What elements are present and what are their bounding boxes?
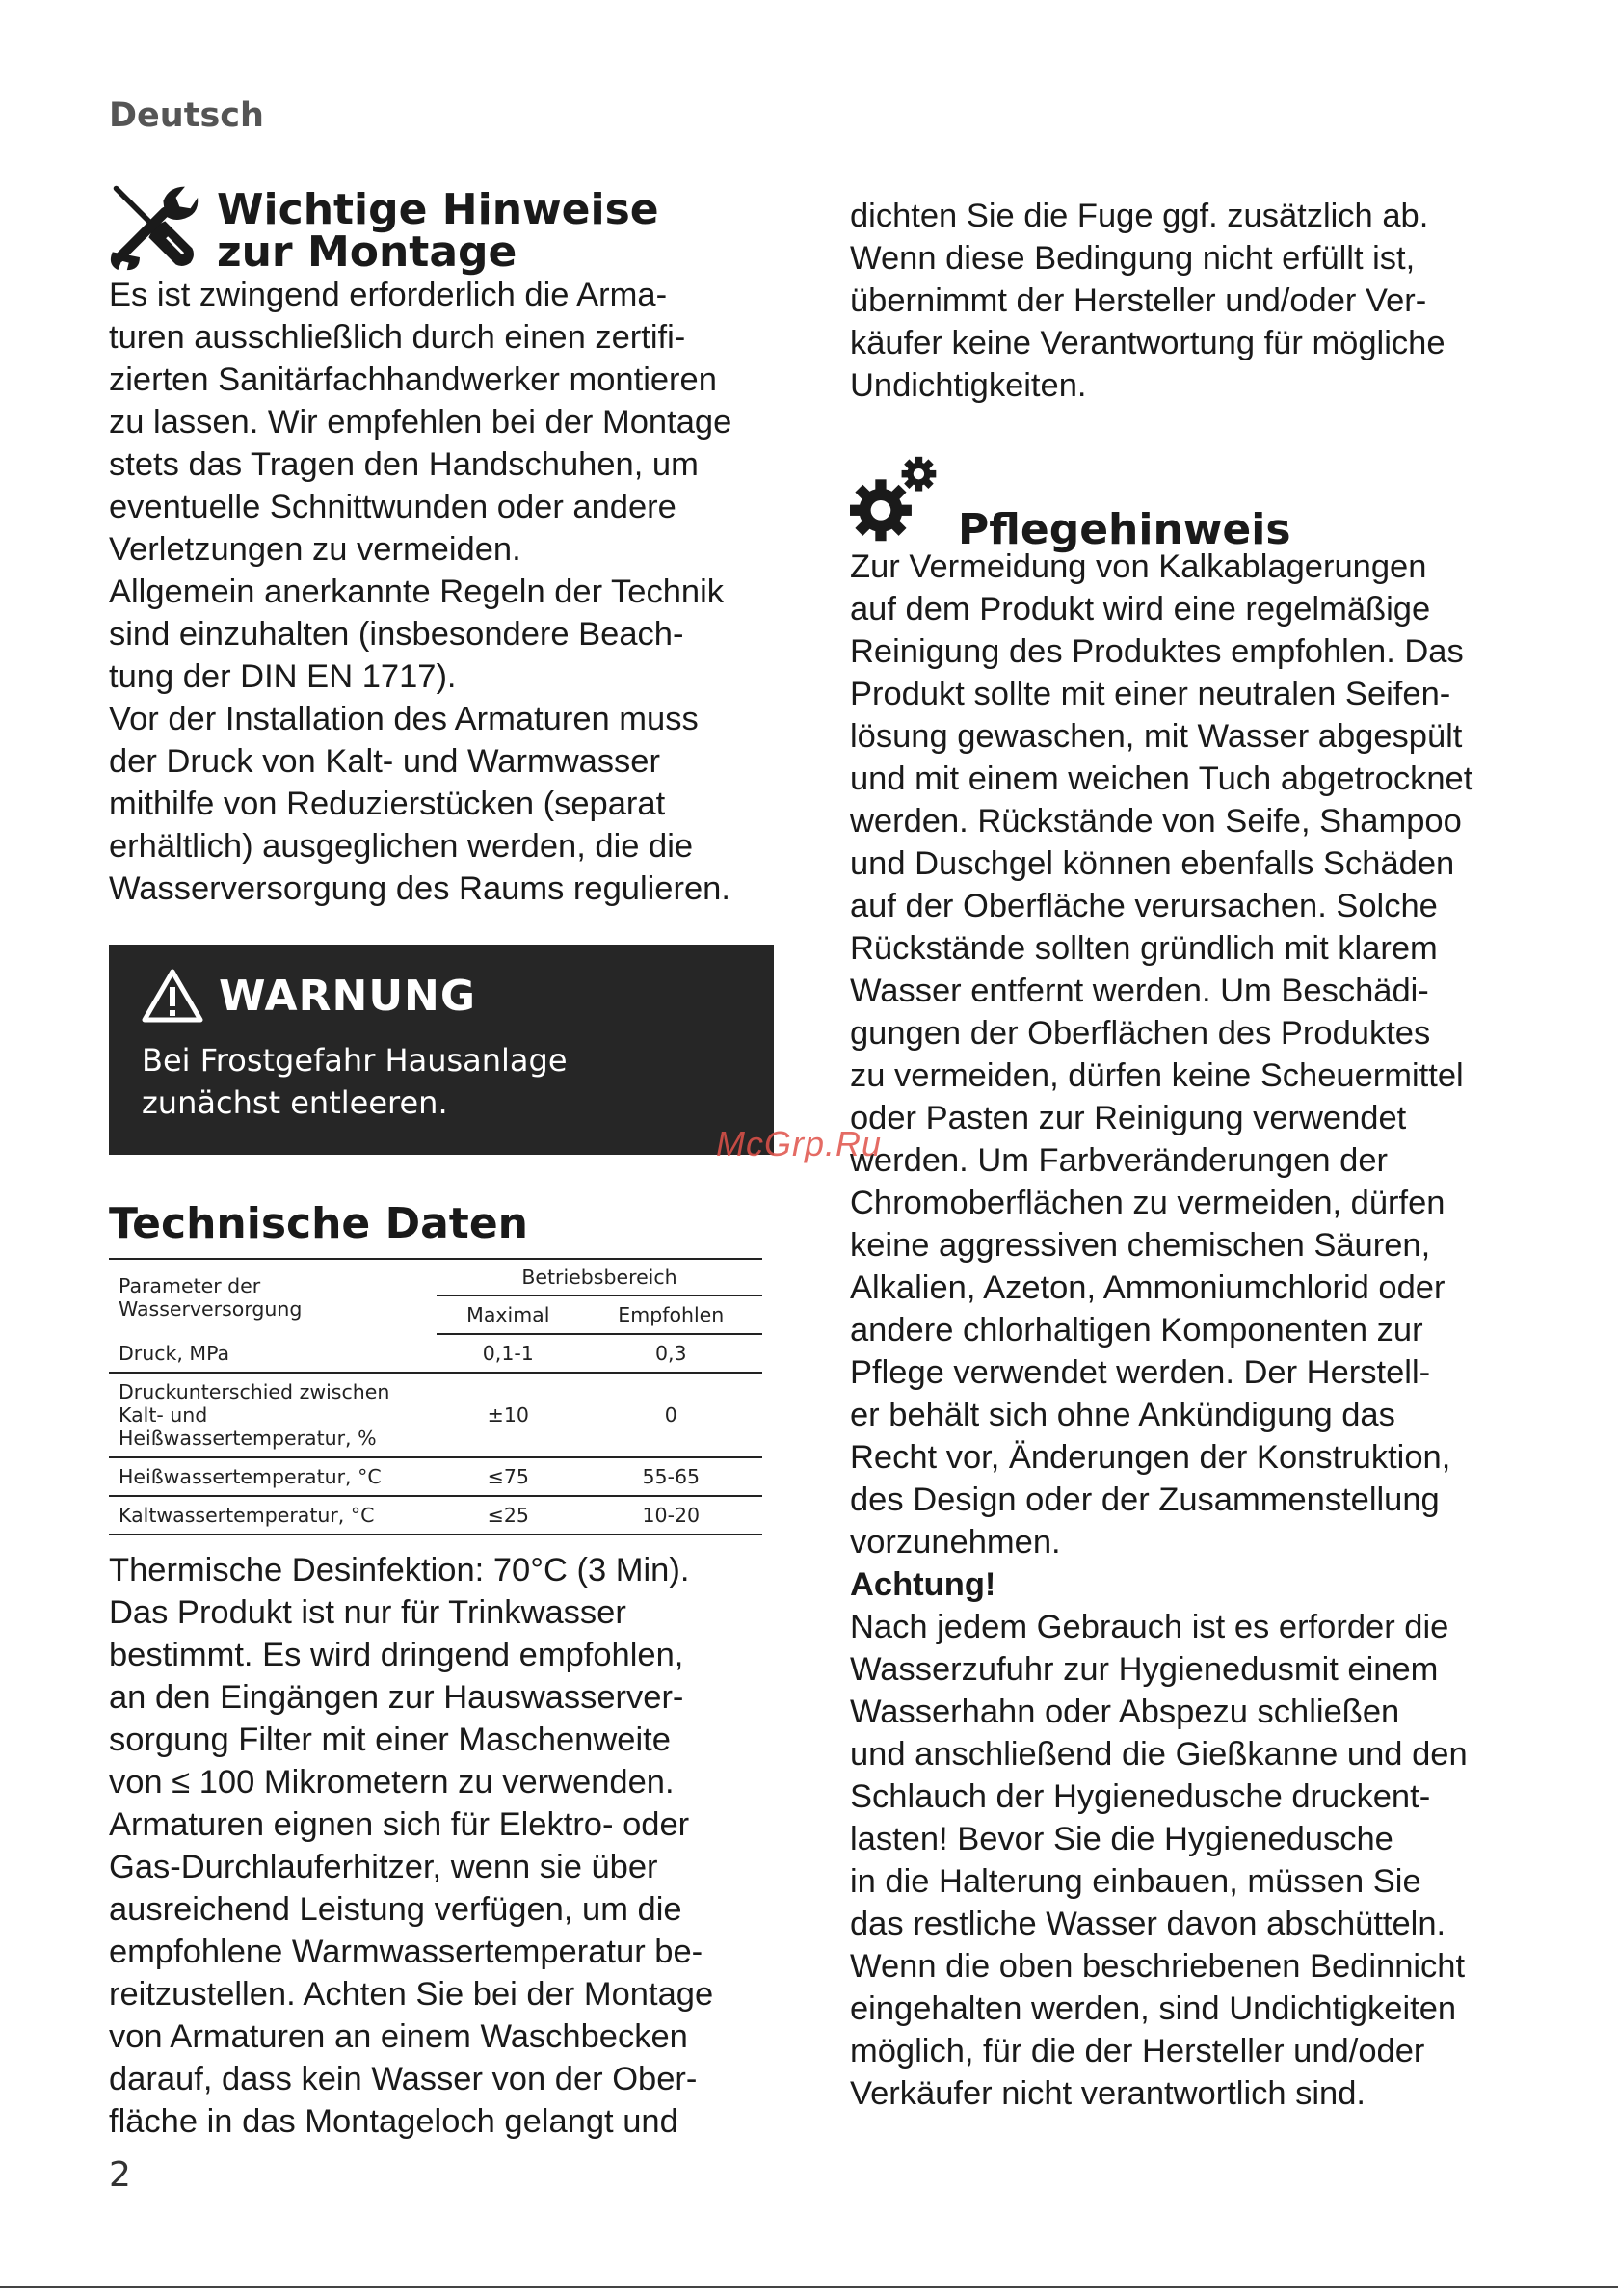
row-param: Druckunterschied zwischen Kalt- und Heißwassertemperatur, % bbox=[109, 1373, 437, 1457]
table-row bbox=[109, 1457, 762, 1496]
warning-title: WARNUNG bbox=[219, 971, 476, 1021]
montage-body: Es ist zwingend erforderlich die Arma- turen ausschließlich durch einen zertifi- zierten Sanitärfachhandwerker montieren zu lassen. Wir empfehlen bei der Montage stets das Tragen den Handschuhen, um eventuelle Schnittwunden oder andere Verletzungen zu vermeiden. Allgemein anerkannte Regeln der Technik sind einzuhalten (insbesondere Beach- tung der DIN EN 1717). Vor der Installation des Armaturen muss der Druck von Kalt- und Warmwasser mithilfe von Reduzierstücken (separat erhältlich) ausgeglichen werden, die die Wasserversorgung des Raums regulieren. bbox=[109, 277, 732, 907]
header-max: Maximal bbox=[437, 1295, 580, 1334]
montage-heading bbox=[109, 181, 774, 277]
row-param: Druck, MPa bbox=[109, 1334, 437, 1373]
pflege-title: Pflegehinweis bbox=[958, 505, 1291, 554]
achtung-body: Nach jedem Gebrauch ist es erforder die Wasserzufuhr zur Hygienedusmit einem Wasserhahn oder Abspezu schließen und anschließend die Gießkanne und den Schlauch der Hygienedusche druckent- lasten! Bevor Sie die Hygienedusche in die Halterung einbauen, müssen Sie das restliche Wasser davon abschütteln. Wenn die oben beschriebenen Bedinnicht eingehalten werden, sind Undichtigkeiten möglich, für die der Hersteller und/oder Verkäufer nicht verantwortlich sind. bbox=[850, 1609, 1468, 2112]
table-row bbox=[109, 1496, 762, 1535]
row-rec: 0 bbox=[580, 1373, 762, 1457]
header-param: Parameter der Wasserversorgung bbox=[109, 1259, 437, 1334]
row-rec: 55-65 bbox=[580, 1457, 762, 1496]
pflege-heading bbox=[850, 453, 1525, 554]
continuation-text: dichten Sie die Fuge ggf. zusätzlich ab. Wenn diese Bedingung nicht erfüllt ist, übernimmt der Hersteller und/oder Ver- käufer keine Verantwortung für mögliche Undichtigkeiten. bbox=[850, 198, 1446, 404]
row-param: Kaltwassertemperatur, °C bbox=[109, 1496, 437, 1535]
tech-notes: Thermische Desinfektion: 70°C (3 Min). Das Produkt ist nur für Trinkwasser bestimmt. Es wird dringend empfohlen, an den Eingängen zur Hauswasserver- sorgung Filter mit einer Maschenweite von ≤ 100 Mikrometern zu verwenden. Armaturen eignen sich für Elektro- oder Gas-Durchlauferhitzer, wenn sie über ausreichend Leistung verfügen, um die empfohlene Warmwassertemperatur be- reitzustellen. Achten Sie bei der Montage von Armaturen an einem Waschbecken darauf, dass kein Wasser von der Ober- fläche in das Montageloch gelangt und bbox=[109, 1552, 714, 2140]
wrench-screwdriver-icon bbox=[109, 181, 199, 272]
left-column bbox=[109, 181, 774, 2143]
warning-triangle-icon bbox=[142, 968, 203, 1024]
page-number: 2 bbox=[109, 2155, 131, 2195]
montage-title: Wichtige Hinweise zur Montage bbox=[217, 185, 659, 277]
row-param: Heißwassertemperatur, °C bbox=[109, 1457, 437, 1496]
pflege-body: Zur Vermeidung von Kalkablagerungen auf dem Produkt wird eine regelmäßige Reinigung des Produktes empfohlen. Das Produkt sollte mit einer neutralen Seifen- lösung gewaschen, mit Wasser abgespült und mit einem weichen Tuch abgetrocknet werden. Rückstände von Seife, Shampoo und Duschgel können ebenfalls Schäden auf der Oberfläche verursachen. Solche Rückstände sollten gründlich mit klarem Wasser entfernt werden. Um Beschädi- gungen der Oberflächen des Produktes zu vermeiden, dürfen keine Scheuermittel oder Pasten zur Reinigung verwendet werden. Um Farbveränderungen der Chromoberflächen zu vermeiden, dürfen keine aggressiven chemischen Säuren, Alkalien, Azeton, Ammoniumchlorid oder andere chlorhaltigen Komponenten zur Pflege verwendet werden. Der Herstell- er behält sich ohne Ankündigung das Recht vor, Änderungen der Konstruktion, des Design oder der Zusammenstellung vorzunehmen. bbox=[850, 548, 1473, 1561]
row-max: ≤75 bbox=[437, 1457, 580, 1496]
warning-box bbox=[109, 945, 774, 1155]
tech-title: Technische Daten bbox=[109, 1199, 528, 1248]
tech-table bbox=[109, 1258, 762, 1535]
row-rec: 0,3 bbox=[580, 1334, 762, 1373]
gears-icon bbox=[850, 453, 941, 546]
row-max: ≤25 bbox=[437, 1496, 580, 1535]
table-row bbox=[109, 1334, 762, 1373]
header-group: Betriebsbereich bbox=[437, 1259, 762, 1295]
row-max: 0,1-1 bbox=[437, 1334, 580, 1373]
watermark: McGrp.Ru bbox=[716, 1124, 883, 1163]
header-rec: Empfohlen bbox=[580, 1295, 762, 1334]
row-max: ±10 bbox=[437, 1373, 580, 1457]
row-rec: 10-20 bbox=[580, 1496, 762, 1535]
right-column bbox=[850, 195, 1525, 2115]
table-row bbox=[109, 1373, 762, 1457]
achtung-label: Achtung! bbox=[850, 1566, 996, 1603]
language-label: Deutsch bbox=[109, 96, 264, 135]
bottom-rule bbox=[0, 2286, 1618, 2288]
warning-text: Bei Frostgefahr Hausanlage zunächst entleeren. bbox=[142, 1042, 568, 1121]
